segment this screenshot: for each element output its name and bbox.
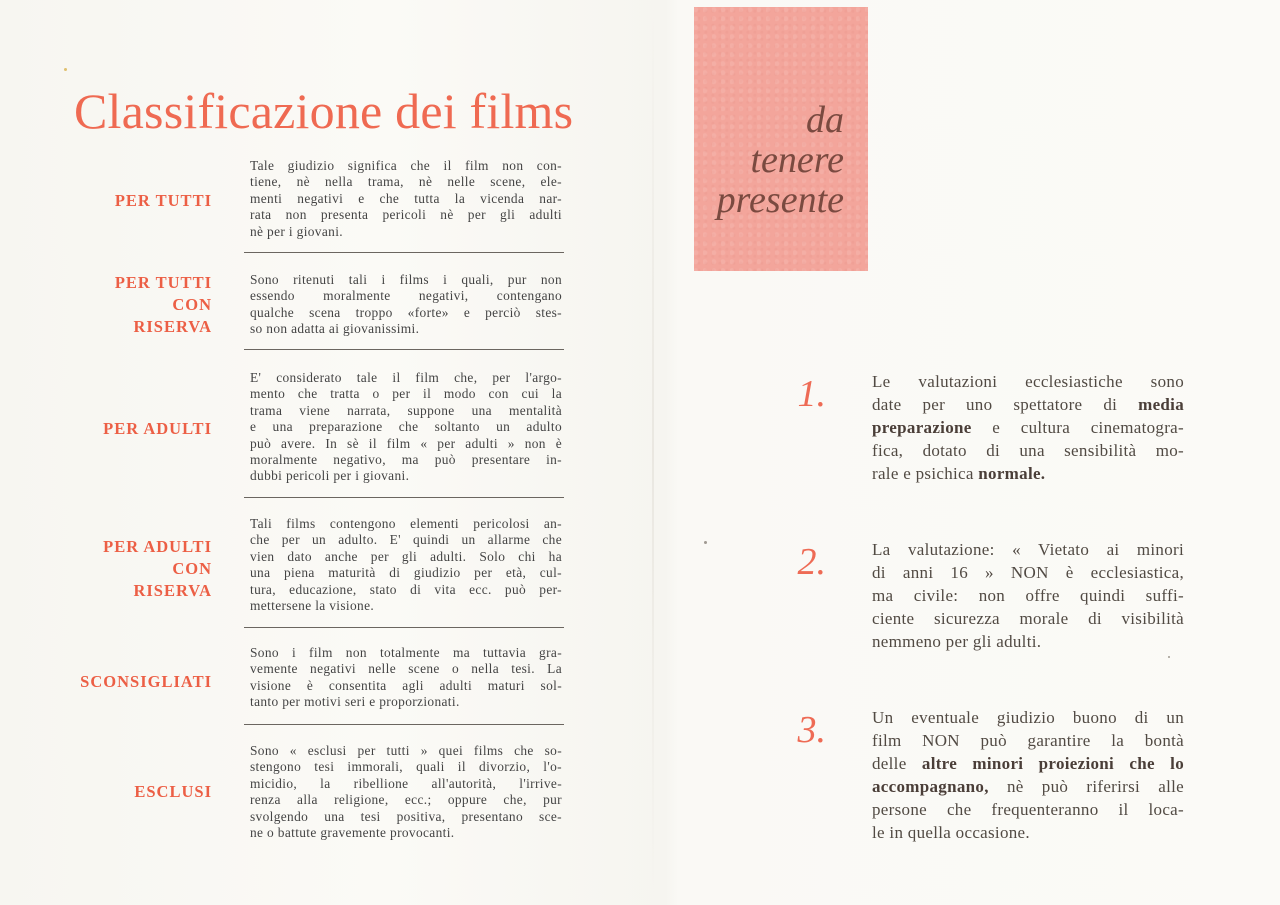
description-line: menti negativi e che tutta la vicenda nar- [250, 190, 562, 206]
description-line: ne o battute gravemente provocanti. [250, 825, 455, 841]
note-text-segment: date per uno spettatore di [872, 395, 1139, 414]
classification-label-line: PER TUTTI [114, 273, 212, 292]
description-line: vien dato anche per gli adulti. Solo chi ha [250, 548, 562, 564]
note-text [872, 538, 1184, 653]
description-line: rata non presenta pericoli nè per gli adulti [250, 207, 562, 223]
note-line [872, 775, 1184, 798]
description-line: trama viene narrata, suppone una mentalità [250, 402, 562, 418]
note-text-segment: ciente sicurezza morale di visibilità [872, 609, 1184, 628]
box-line: presente [716, 179, 844, 221]
classification-label-line: PER ADULTI [103, 537, 212, 556]
description-line: dubbi pericoli per i giovani. [250, 468, 410, 484]
row-divider [244, 349, 564, 350]
note-line [872, 462, 1184, 485]
classification-description [250, 743, 562, 841]
page-title: Classificazione dei films [74, 83, 574, 139]
note-line [872, 584, 1184, 607]
description-line: tura, educazione, stato di vita ecc. può per- [250, 581, 562, 597]
note-text [872, 370, 1184, 485]
note-line [872, 561, 1184, 584]
emphasis-text: normale. [978, 464, 1046, 483]
description-line: e una preparazione che soltanto un adulto [250, 419, 562, 435]
row-divider [244, 627, 564, 628]
note-text-segment: nemmeno per gli adulti. [872, 632, 1042, 651]
description-line: nè per i giovani. [250, 223, 343, 239]
description-line: renza alla religione, ecc.; oppure che, pur [250, 792, 562, 808]
box-line: da [806, 99, 844, 141]
description-line: micidio, la ribellione all'autorità, l'irrive- [250, 775, 562, 791]
emphasis-text: media [1138, 395, 1184, 414]
note-line [872, 607, 1184, 630]
classification-label [70, 671, 212, 693]
classification-description [250, 516, 562, 614]
description-line: mettersene la visione. [250, 598, 375, 614]
note-number: 2. [797, 541, 826, 583]
classification-label [70, 781, 212, 803]
note-text-segment: e cultura cinematogra- [971, 418, 1184, 437]
classification-label-line: RISERVA [133, 581, 212, 600]
description-line: Sono ritenuti tali i films i quali, pur non [250, 272, 562, 287]
note-text-segment: delle [872, 754, 922, 773]
classification-label-line: CON [172, 295, 212, 314]
keep-in-mind-box [694, 7, 868, 271]
note-line [872, 752, 1184, 775]
note-line [872, 821, 1184, 844]
note-number: 3. [797, 709, 826, 751]
scan-speck [64, 68, 67, 71]
classification-description [250, 272, 562, 338]
description-line: una piena maturità di giudizio per età, cul- [250, 565, 562, 581]
description-line: tanto per motivi seri e proporzionati. [250, 694, 460, 710]
note-text-segment: film NON può garantire la bontà [872, 731, 1184, 750]
note-line [872, 729, 1184, 752]
scan-speck [704, 541, 707, 544]
classification-label [70, 418, 212, 440]
box-line: tenere [750, 139, 844, 181]
note-text-segment: le in quella occasione. [872, 823, 1030, 842]
classification-label [70, 536, 212, 602]
description-line: tiene, nè nella trama, nè nelle scene, ele- [250, 174, 562, 190]
description-line: essendo moralmente negativi, contengano [250, 288, 562, 304]
description-line: Tale giudizio significa che il film non con- [250, 158, 562, 173]
row-divider [244, 497, 564, 498]
description-line: visione è consentita agli adulti maturi sol- [250, 677, 562, 693]
classification-label-line: PER TUTTI [114, 191, 212, 210]
emphasis-text: preparazione [872, 418, 972, 437]
note-text [872, 706, 1184, 844]
classification-label [70, 272, 212, 338]
note-line [872, 798, 1184, 821]
scan-speck [1168, 656, 1170, 658]
description-line: svolgendo una tesi positiva, presentano sce- [250, 808, 562, 824]
classification-label-line: SCONSIGLIATI [80, 672, 212, 691]
emphasis-text: altre minori proiezioni che lo [921, 754, 1185, 773]
classification-label [70, 190, 212, 212]
classification-label-line: PER ADULTI [103, 419, 212, 438]
note-number: 1. [797, 373, 826, 415]
description-line: E' considerato tale il film che, per l'argo- [250, 370, 562, 385]
description-line: mento che tratta o per il modo con cui la [250, 386, 562, 402]
note-text-segment: ma civile: non offre quindi suffi- [872, 586, 1184, 605]
note-text-segment: persone che frequenteranno il loca- [872, 800, 1184, 819]
classification-label-line: RISERVA [133, 317, 212, 336]
description-line: so non adatta ai giovanissimi. [250, 321, 420, 337]
note-line [872, 370, 1184, 393]
note-line [872, 439, 1184, 462]
description-line: stengono tesi immorali, quali il divorzio, l'o- [250, 759, 562, 775]
description-line: Sono « esclusi per tutti » quei films che so- [250, 743, 562, 758]
emphasis-text: accompagnano, [872, 777, 989, 796]
page-fold [652, 0, 654, 905]
classification-description [250, 370, 562, 485]
row-divider [244, 724, 564, 725]
classification-description [250, 158, 562, 240]
note-text-segment: Un eventuale giudizio buono di un [872, 708, 1184, 727]
note-text-segment: Le valutazioni ecclesiastiche sono [872, 372, 1184, 391]
classification-label-line: ESCLUSI [134, 782, 212, 801]
description-line: può avere. In sè il film « per adulti » non è [250, 435, 562, 451]
row-divider [244, 252, 564, 253]
note-line [872, 630, 1184, 653]
classification-label-line: CON [172, 559, 212, 578]
note-text-segment: rale e psichica [872, 464, 979, 483]
description-line: che per un adulto. E' quindi un allarme che [250, 532, 562, 548]
note-text-segment: La valutazione: « Vietato ai minori [872, 540, 1184, 559]
note-line [872, 706, 1184, 729]
note-text-segment: fica, dotato di una sensibilità mo- [872, 441, 1184, 460]
note-text-segment: di anni 16 » NON è ecclesiastica, [872, 563, 1184, 582]
description-line: Tali films contengono elementi pericolosi an- [250, 516, 562, 531]
note-text-segment: nè può riferirsi alle [988, 777, 1184, 796]
keep-in-mind-heading [717, 97, 844, 223]
description-line: qualche scena troppo «forte» e perciò stes- [250, 304, 562, 320]
classification-description [250, 645, 562, 711]
description-line: moralmente negativo, ma può presentare in- [250, 452, 562, 468]
note-line [872, 416, 1184, 439]
note-line [872, 538, 1184, 561]
description-line: vemente negativi nelle scene o nella tesi. La [250, 661, 562, 677]
description-line: Sono i film non totalmente ma tuttavia gra- [250, 645, 562, 660]
note-line [872, 393, 1184, 416]
